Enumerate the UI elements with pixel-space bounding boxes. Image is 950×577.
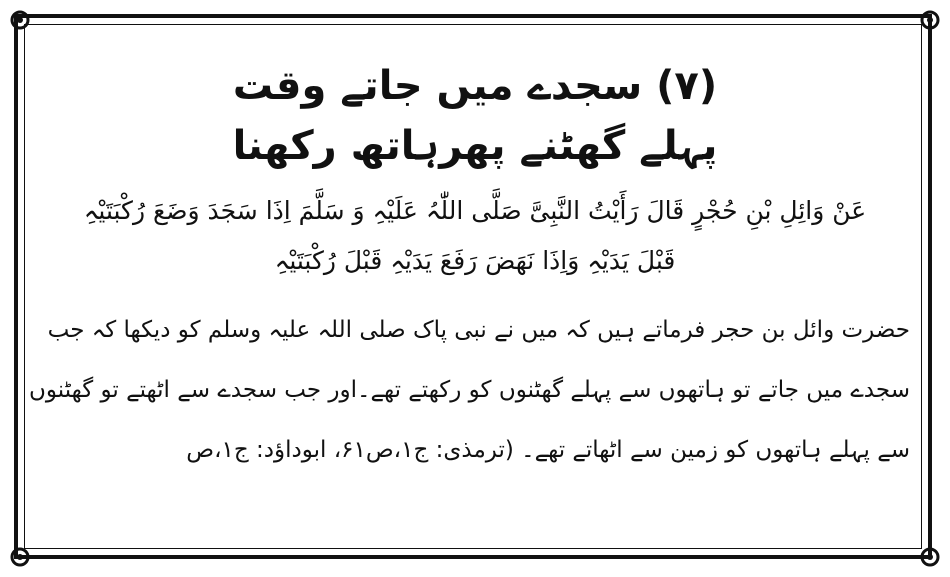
- hadith-arabic-text: [40, 186, 910, 286]
- corner-ornament-icon: [5, 5, 35, 35]
- urdu-line: حضرت وائل بن حجر فرماتے ہیں کہ میں نے نبی پاک صلی اللہ علیہ وسلم کو دیکھا کہ جب: [47, 317, 910, 343]
- urdu-line: سے پہلے ہاتھوں کو زمین سے اٹھاتے تھے۔ (ترمذی: ج۱،ص۶۱، ابوداؤد: ج۱،ص: [186, 437, 910, 463]
- arabic-line: قَبْلَ یَدَیْہِ وَاِذَا نَھَضَ رَفَعَ یَدَیْہِ قَبْلَ رُکْبَتَیْہِ: [274, 246, 676, 275]
- corner-ornament-icon: [915, 5, 945, 35]
- corner-ornament-icon: [5, 542, 35, 572]
- page-subtitle: پہلے گھٹنے پھرہاتھ رکھنا: [232, 123, 718, 169]
- document-body: [29, 56, 910, 480]
- urdu-translation: [29, 300, 910, 480]
- page-title: (۷) سجدے میں جاتے وقت: [232, 63, 718, 109]
- urdu-line: سجدے میں جاتے تو ہاتھوں سے پہلے گھٹنوں کو رکھتے تھے۔اور جب سجدے سے اٹھتے تو گھٹنوں: [29, 377, 910, 403]
- arabic-line: عَنْ وَائِلِ بْنِ حُجْرٍ قَالَ رَأَیْتُ النَّبِیَّ صَلَّی اللّٰہُ عَلَیْہِ وَ سَلَّمَ اِذَا سَجَدَ وَضَعَ رُکْبَتَیْہِ: [83, 196, 867, 225]
- corner-ornament-icon: [915, 542, 945, 572]
